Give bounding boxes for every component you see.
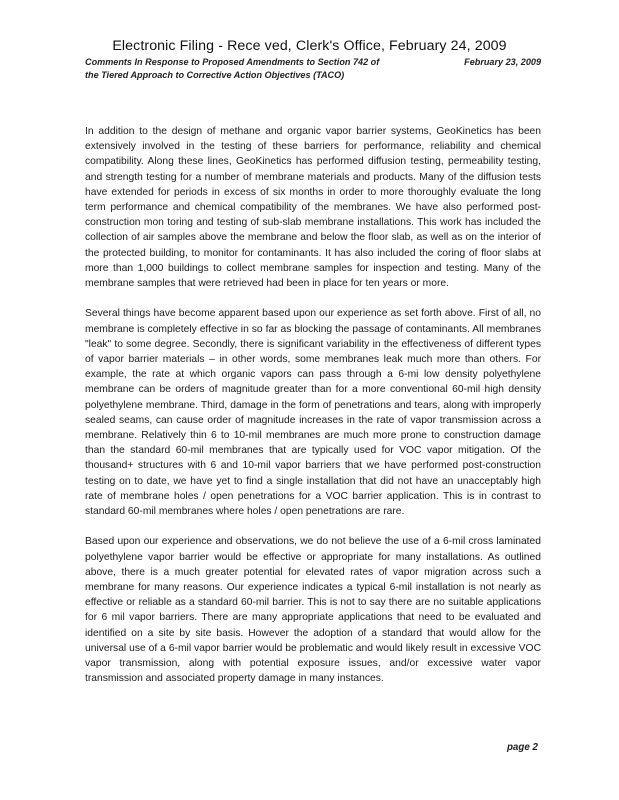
- header-date: February 23, 2009: [464, 57, 541, 67]
- paragraph: In addition to the design of methane and organic vapor barrier systems, GeoKinetics has been extensively involved in the testing of these barriers for performance, reliability and chemical compatibility. Along these lines, GeoKinetics has performed diffusion testing, permeability testing, and strength testing for a number of membrane materials and products. Many of the diffusion tests have extended for periods in excess of six months in order to more thoroughly evaluate the long term performance and chemical compatibility of the membranes. We have also performed post-construction mon toring and testing of sub-slab membrane installations. This work has included the collection of air samples above the membrane and below the floor slab, as well as on the interior of the protected building, to monitor for contaminants. It has also included the coring of floor slabs at more than 1,000 buildings to collect membrane samples for inspection and testing. Many of the membrane samples that were retrieved had been in place for ten years or more.: [85, 126, 541, 290]
- header-row-2: [85, 69, 541, 82]
- header-title-line-2: the Tiered Approach to Corrective Action Objectives (TACO): [85, 70, 345, 80]
- paragraph: Based upon our experience and observations, we do not believe the use of a 6-mil cross laminated polyethylene vapor barrier would be effective or appropriate for many installations. As outlined above, there is a much greater potential for elevated rates of vapor migration across such a membrane for many reasons. Our experience indicates a typical 6-mil installation is not nearly as effective or reliable as a standard 60-mil barrier. This is not to say there are no suitable applications for 6 mil vapor barriers. There are many appropriate applications that need to be evaluated and identified on a site by site basis. However the adoption of a standard that would allow for the universal use of a 6-mil vapor barrier would be problematic and would likely result in excessive VOC vapor transmission, along with potential exposure issues, and/or excessive water vapor transmission and associated property damage in many instances.: [85, 536, 541, 685]
- header-title-line-1: Comments In Response to Proposed Amendments to Section 742 of: [85, 57, 380, 67]
- filing-stamp: Electronic Filing - Rece ved, Clerk's Office, February 24, 2009: [112, 38, 507, 54]
- body-text: [85, 124, 541, 702]
- header-row-1: [85, 56, 541, 69]
- running-header: [85, 56, 541, 82]
- page-number: page 2: [506, 742, 538, 753]
- paragraph: Several things have become apparent based upon our experience as set forth above. First of all, no membrane is completely effective in so far as blocking the passage of contaminants. All membranes "leak" to some degree. Secondly, there is significant variability in the effectiveness of different types of vapor barrier materials – in other words, some membranes leak much more than others. For example, the rate at which organic vapors can pass through a 6-mi low density polyethylene membrane can be orders of magnitude greater than for a more conventional 60-mil high density polyethylene membrane. Third, damage in the form of penetrations and tears, along with improperly sealed seams, can cause order of magnitude increases in the rate of vapor transmission across a membrane. Relatively thin 6 to 10-mil membranes are much more prone to construction damage than the standard 60-mil membranes that are typically used for VOC vapor mitigation. Of the thousand+ structures with 6 and 10-mil vapor barriers that we have performed post-construction testing on to date, we have yet to find a single installation that did not have an unacceptably high rate of membrane holes / open penetrations for a VOC barrier application. This is in contrast to standard 60-mil membranes where holes / open penetrations are rare.: [85, 308, 541, 518]
